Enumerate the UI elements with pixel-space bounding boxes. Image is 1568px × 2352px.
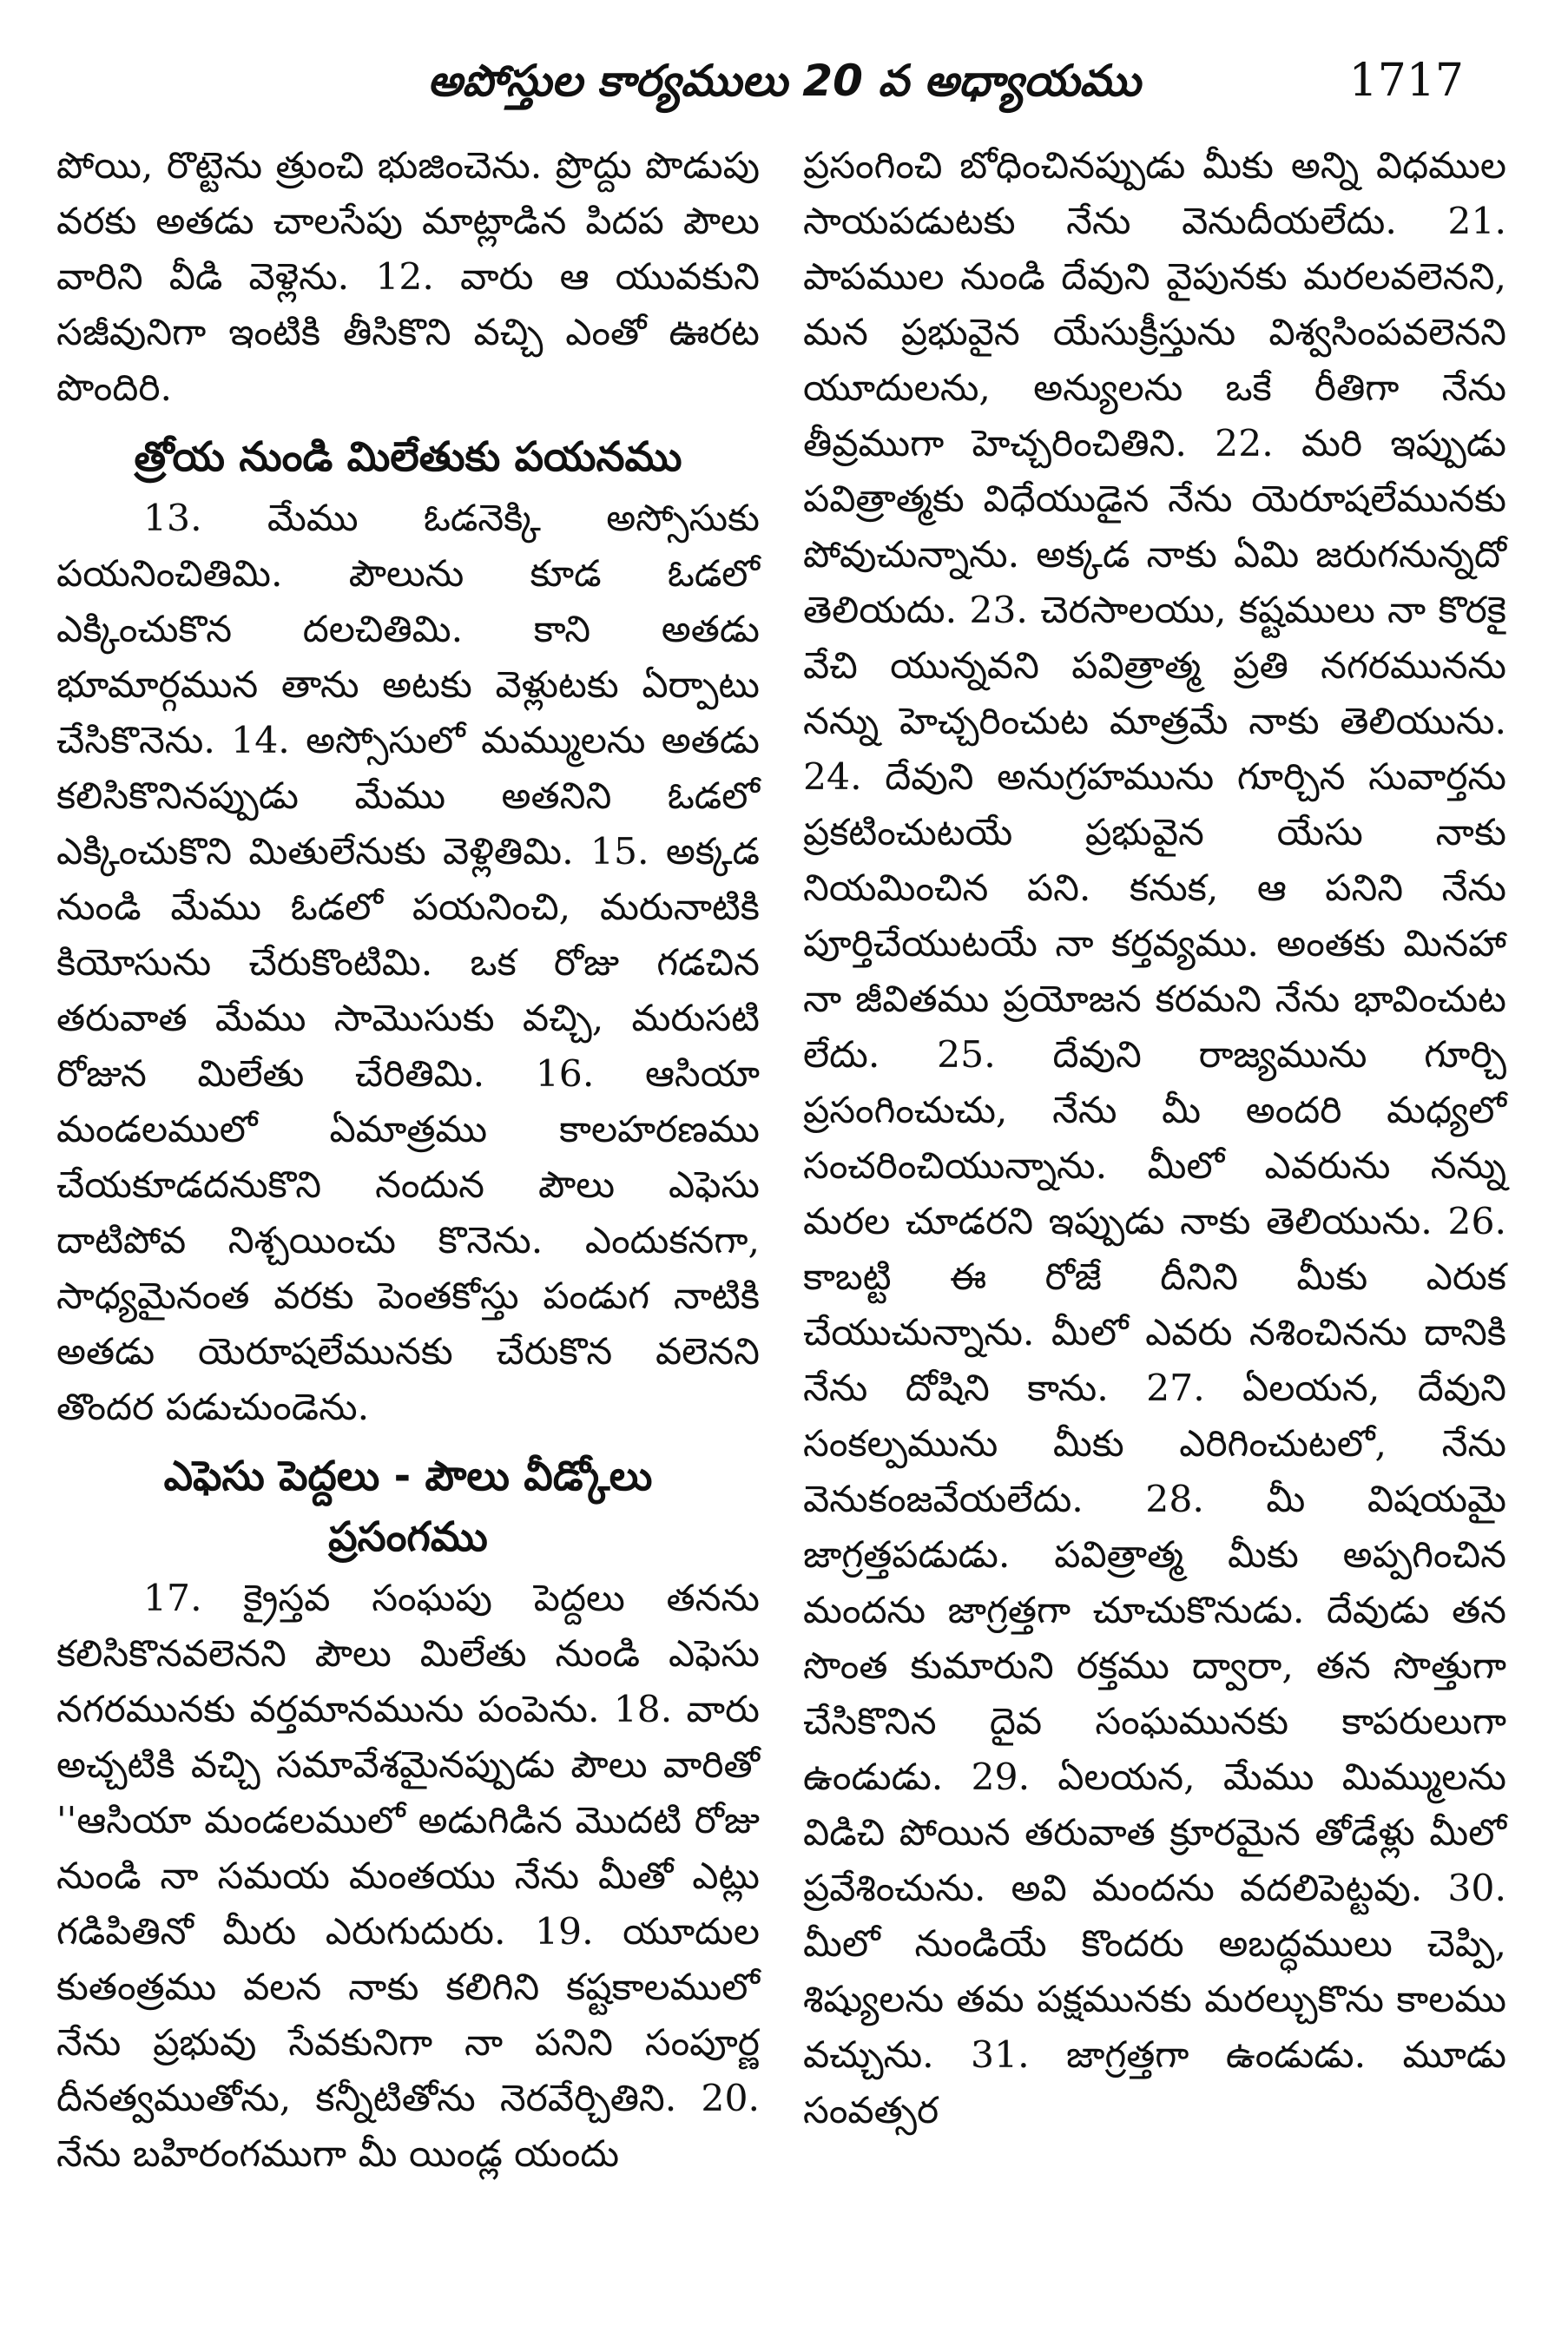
- section-heading-line-1: ఎఫెసు పెద్దలు - పౌలు వీడ్కోలు: [163, 1453, 653, 1500]
- page-header: [0, 35, 1568, 130]
- running-title: అపోస్తుల కార్యములు 20 వ అధ్యాయము: [427, 56, 1141, 106]
- section-heading-troas-to-miletus: త్రోయ నుండి మిలేతుకు పయనము: [134, 433, 682, 481]
- right-column: [803, 139, 1506, 2139]
- left-paragraph-1: పోయి, రొట్టెను త్రుంచి భుజించెను. ప్రొద్దు పొడుపు వరకు అతడు చాలసేపు మాట్లాడిన పిదప పౌలు వారిని వీడి వెళ్లెను. 12. వారు ఆ యువకుని సజీవునిగా ఇంటికి తీసికొని వచ్చి ఎంతో ఊరట పొందిరి.: [56, 145, 760, 410]
- left-column: [56, 139, 760, 2183]
- section-heading-line-2: ప్రసంగము: [328, 1513, 488, 1561]
- section-heading-ephesus-elders: [56, 1446, 760, 1568]
- left-paragraph-3: 17. క్రైస్తవ సంఘపు పెద్దలు తనను కలిసికొనవలెనని పౌలు మిలేతు నుండి ఎఫెసు నగరమునకు వర్తమానమును పంపెను. 18. వారు అచ్చటికి వచ్చి సమావేశమైనప్పుడు పౌలు వారితో ''ఆసియా మండలములో అడుగిడిన మొదటి రోజు నుండి నా సమయ మంతయు నేను మీతో ఎట్లు గడిపితినో మీరు ఎరుగుదురు. 19. యూదుల కుతంత్రము వలన నాకు కలిగిని కష్టకాలములో నేను ప్రభువు సేవకునిగా నా పనిని సంపూర్ణ దీనత్వముతోను, కన్నీటితోను నెరవేర్చితిని. 20. నేను బహిరంగముగా మీ యిండ్ల యందు: [56, 1578, 760, 2176]
- left-paragraph-2: 13. మేము ఓడనెక్కి అస్సోసుకు పయనించితిమి. పౌలును కూడ ఓడలో ఎక్కించుకొన దలచితిమి. కాని అతడు భూమార్గమున తాను అటకు వెళ్లుటకు ఏర్పాటు చేసికొనెను. 14. అస్సోసులో మమ్ములను అతడు కలిసికొనినప్పుడు మేము అతనిని ఓడలో ఎక్కించుకొని మితులేనుకు వెళ్లితిమి. 15. అక్కడ నుండి మేము ఓడలో పయనించి, మరునాటికి కియోసును చేరుకొంటిమి. ఒక రోజు గడచిన తరువాత మేము సామొసుకు వచ్చి, మరుసటి రోజున మిలేతు చేరితిమి. 16. ఆసియా మండలములో ఏమాత్రము కాలహరణము చేయకూడదనుకొని నందున పౌలు ఎఫెసు దాటిపోవ నిశ్చయించు కొనెను. ఎందుకనగా, సాధ్యమైనంత వరకు పెంతకోస్తు పండుగ నాటికి అతడు యెరూషలేమునకు చేరుకొన వలెనని తొందర పడుచుండెను.: [56, 497, 760, 1429]
- page-number: 1717: [1348, 55, 1464, 107]
- right-paragraph-1: ప్రసంగించి బోధించినప్పుడు మీకు అన్ని విధముల సాయపడుటకు నేను వెనుదీయలేదు. 21. పాపముల నుండి దేవుని వైపునకు మరలవలెనని, మన ప్రభువైన యేసుక్రీస్తును విశ్వసింపవలెనని యూదులను, అన్యులను ఒకే రీతిగా నేను తీవ్రముగా హెచ్చరించితిని. 22. మరి ఇప్పుడు పవిత్రాత్మకు విధేయుడైన నేను యెరూషలేమునకు పోవుచున్నాను. అక్కడ నాకు ఏమి జరుగనున్నదో తెలియదు. 23. చెరసాలయు, కష్టములు నా కొరకై వేచి యున్నవని పవిత్రాత్మ ప్రతి నగరమునను నన్ను హెచ్చరించుట మాత్రమే నాకు తెలియును. 24. దేవుని అనుగ్రహమును గూర్చిన సువార్తను ప్రకటించుటయే ప్రభువైన యేసు నాకు నియమించిన పని. కనుక, ఆ పనిని నేను పూర్తిచేయుటయే నా కర్తవ్యము. అంతకు మినహా నా జీవితము ప్రయోజన కరమని నేను భావించుట లేదు. 25. దేవుని రాజ్యమును గూర్చి ప్రసంగించుచు, నేను మీ అందరి మధ్యలో సంచరించియున్నాను. మీలో ఎవరును నన్ను మరల చూడరని ఇప్పుడు నాకు తెలియును. 26. కాబట్టి ఈ రోజే దీనిని మీకు ఎరుక చేయుచున్నాను. మీలో ఎవరు నశించినను దానికి నేను దోషిని కాను. 27. ఏలయన, దేవుని సంకల్పమును మీకు ఎరిగించుటలో, నేను వెనుకంజవేయలేదు. 28. మీ విషయమై జాగ్రత్తపడుడు. పవిత్రాత్మ మీకు అప్పగించిన మందను జాగ్రత్తగా చూచుకొనుడు. దేవుడు తన సొంత కుమారుని రక్తము ద్వారా, తన సొత్తుగా చేసికొనిన దైవ సంఘమునకు కాపరులుగా ఉండుడు. 29. ఏలయన, మేము మిమ్ములను విడిచి పోయిన తరువాత క్రూరమైన తోడేళ్లు మీలో ప్రవేశించును. అవి మందను వదలిపెట్టవు. 30. మీలో నుండియే కొందరు అబద్ధములు చెప్పి, శిష్యులను తమ పక్షమునకు మరల్చుకొను కాలము వచ్చును. 31. జాగ్రత్తగా ఉండుడు. మూడు సంవత్సర: [803, 145, 1506, 2132]
